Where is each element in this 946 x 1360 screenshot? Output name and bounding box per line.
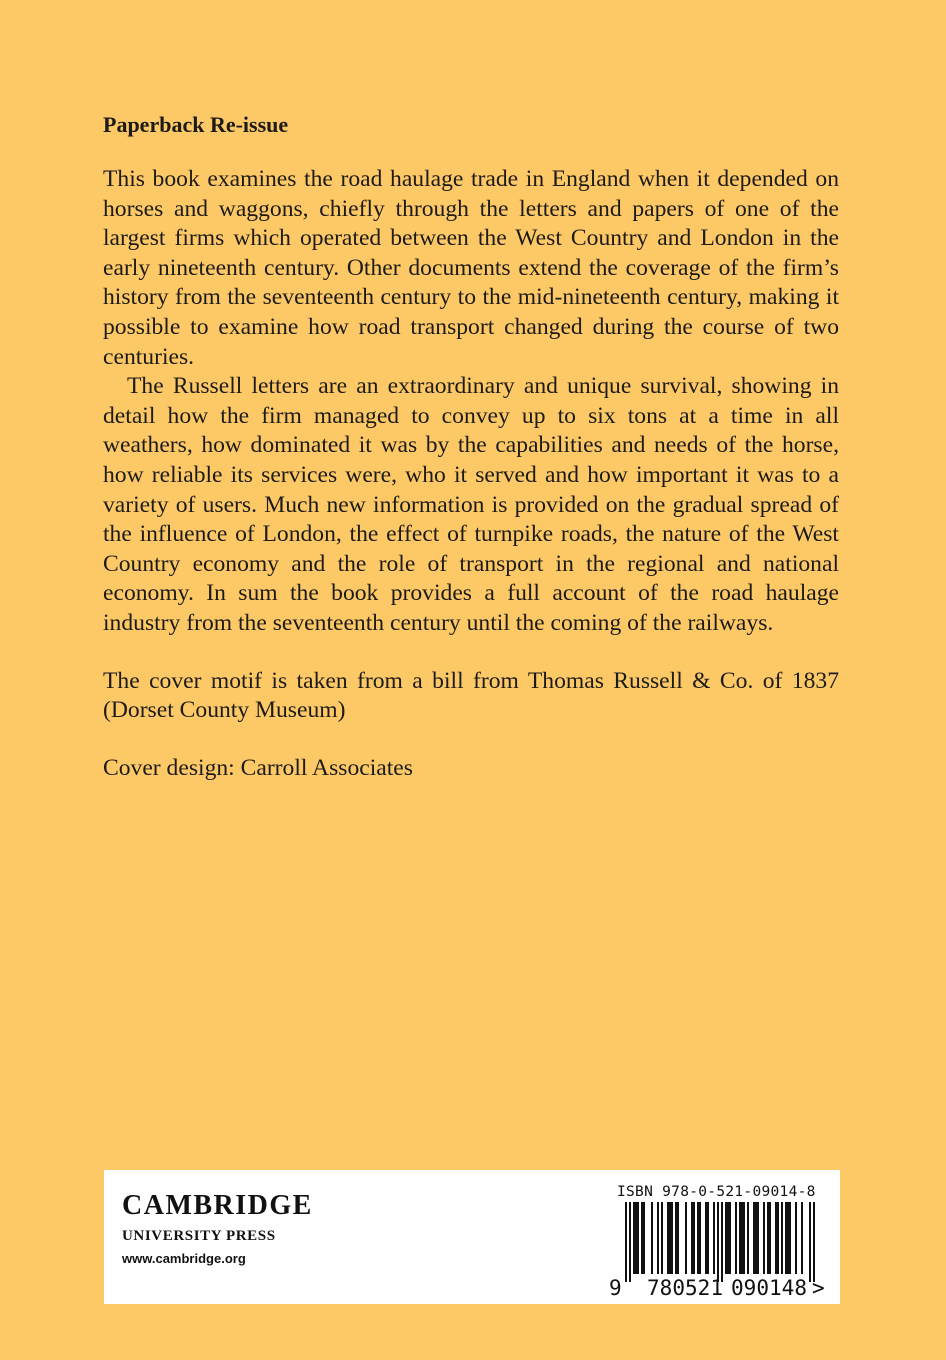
barcode-bar [781,1202,783,1274]
publisher-subtitle: UNIVERSITY PRESS [122,1228,276,1244]
barcode-bar [789,1202,791,1274]
barcode-bar [747,1202,749,1274]
barcode-bar [651,1202,653,1274]
barcode-bar [755,1202,757,1274]
barcode-guard-bar [721,1202,723,1282]
barcode-bar [677,1202,679,1274]
barcode-bar [699,1202,701,1274]
isbn-barcode [609,1202,829,1300]
barcode-bar [741,1202,743,1274]
barcode-bar [637,1202,639,1274]
barcode-left-digits: 780521 [647,1276,723,1300]
publisher-footer [104,1170,840,1304]
barcode-bar [691,1202,693,1274]
barcode-bar [729,1202,731,1274]
blurb-section [103,110,839,783]
barcode-quiet-zone-mark: > [812,1276,825,1300]
barcode-bar [753,1202,755,1274]
barcode-bar [801,1202,803,1274]
barcode-bar [727,1202,729,1274]
publisher-logo [122,1190,313,1269]
reissue-heading: Paperback Re-issue [103,112,289,137]
barcode-bar [657,1202,659,1274]
barcode-guard-bar [809,1202,811,1282]
publisher-url: www.cambridge.org [122,1251,246,1266]
barcode-bar [743,1202,745,1274]
barcode-bar [757,1202,759,1274]
barcode-bar [787,1202,789,1274]
barcode-bar [769,1202,771,1274]
publisher-name: CAMBRIDGE [122,1190,313,1221]
barcode-bar [675,1202,677,1274]
barcode-bar [777,1202,779,1274]
cover-design-credit: Cover design: Carroll Associates [103,754,413,781]
description-paragraph-2: The Russell letters are an extraordinary and unique survival, showing in detail how the firm managed to convey up to six tons at a time in all weathers, how dominated it was by the capabilities and needs of the horse, how reliable its services were, who it served and how important it was to a variety of users. Much new information is provided on the gradual spread of the influence of London, the effect of turnpike roads, the nature of the West Country economy and the role of transport in the regional and national economy. In sum the book provides a full account of the road haulage industry from the seventeenth century until the coming of the railways. [103,373,839,636]
barcode-bar [775,1202,777,1274]
barcode-bar [713,1202,715,1274]
barcode-bar [669,1202,671,1274]
barcode-bar [667,1202,669,1274]
barcode-bar [725,1202,727,1274]
barcode-bars [625,1202,815,1282]
barcode-bar [707,1202,709,1274]
barcode-bar [633,1202,635,1274]
barcode-bar [735,1202,737,1274]
barcode-guard-bar [629,1202,631,1282]
barcode-guard-bar [625,1202,627,1282]
barcode-bar [635,1202,637,1274]
barcode-bar [693,1202,695,1274]
barcode-bar [685,1202,687,1274]
barcode-bar [697,1202,699,1274]
barcode-bar [643,1202,645,1274]
description-paragraph-1: This book examines the road haulage trade in England when it depended on horses and waggons, chiefly through the letters and papers of one of the largest firms which operated between the West Country and London in the early nineteenth century. Other documents extend the coverage of the firm’s history from the seventeenth century to the mid-nineteenth century, making it possible to examine how road transport changed during the course of two centuries. [103,166,839,370]
barcode-bar [763,1202,765,1274]
barcode-right-digits: 090148 [731,1276,807,1300]
barcode-bar [795,1202,797,1274]
barcode-bar [785,1202,787,1274]
isbn-label: ISBN 978-0-521-09014-8 [617,1184,816,1200]
barcode-bar [767,1202,769,1274]
barcode-bar [641,1202,643,1274]
barcode-bar [739,1202,741,1274]
barcode-first-digit: 9 [609,1276,622,1300]
barcode-guard-bar [717,1202,719,1282]
cover-motif-credit: The cover motif is taken from a bill from Thomas Russell & Co. of 1837 (Dorset County Museum) [103,667,839,724]
barcode-bar [661,1202,663,1274]
barcode-bar [705,1202,707,1274]
barcode-guard-bar [813,1202,815,1282]
barcode-bar [671,1202,673,1274]
